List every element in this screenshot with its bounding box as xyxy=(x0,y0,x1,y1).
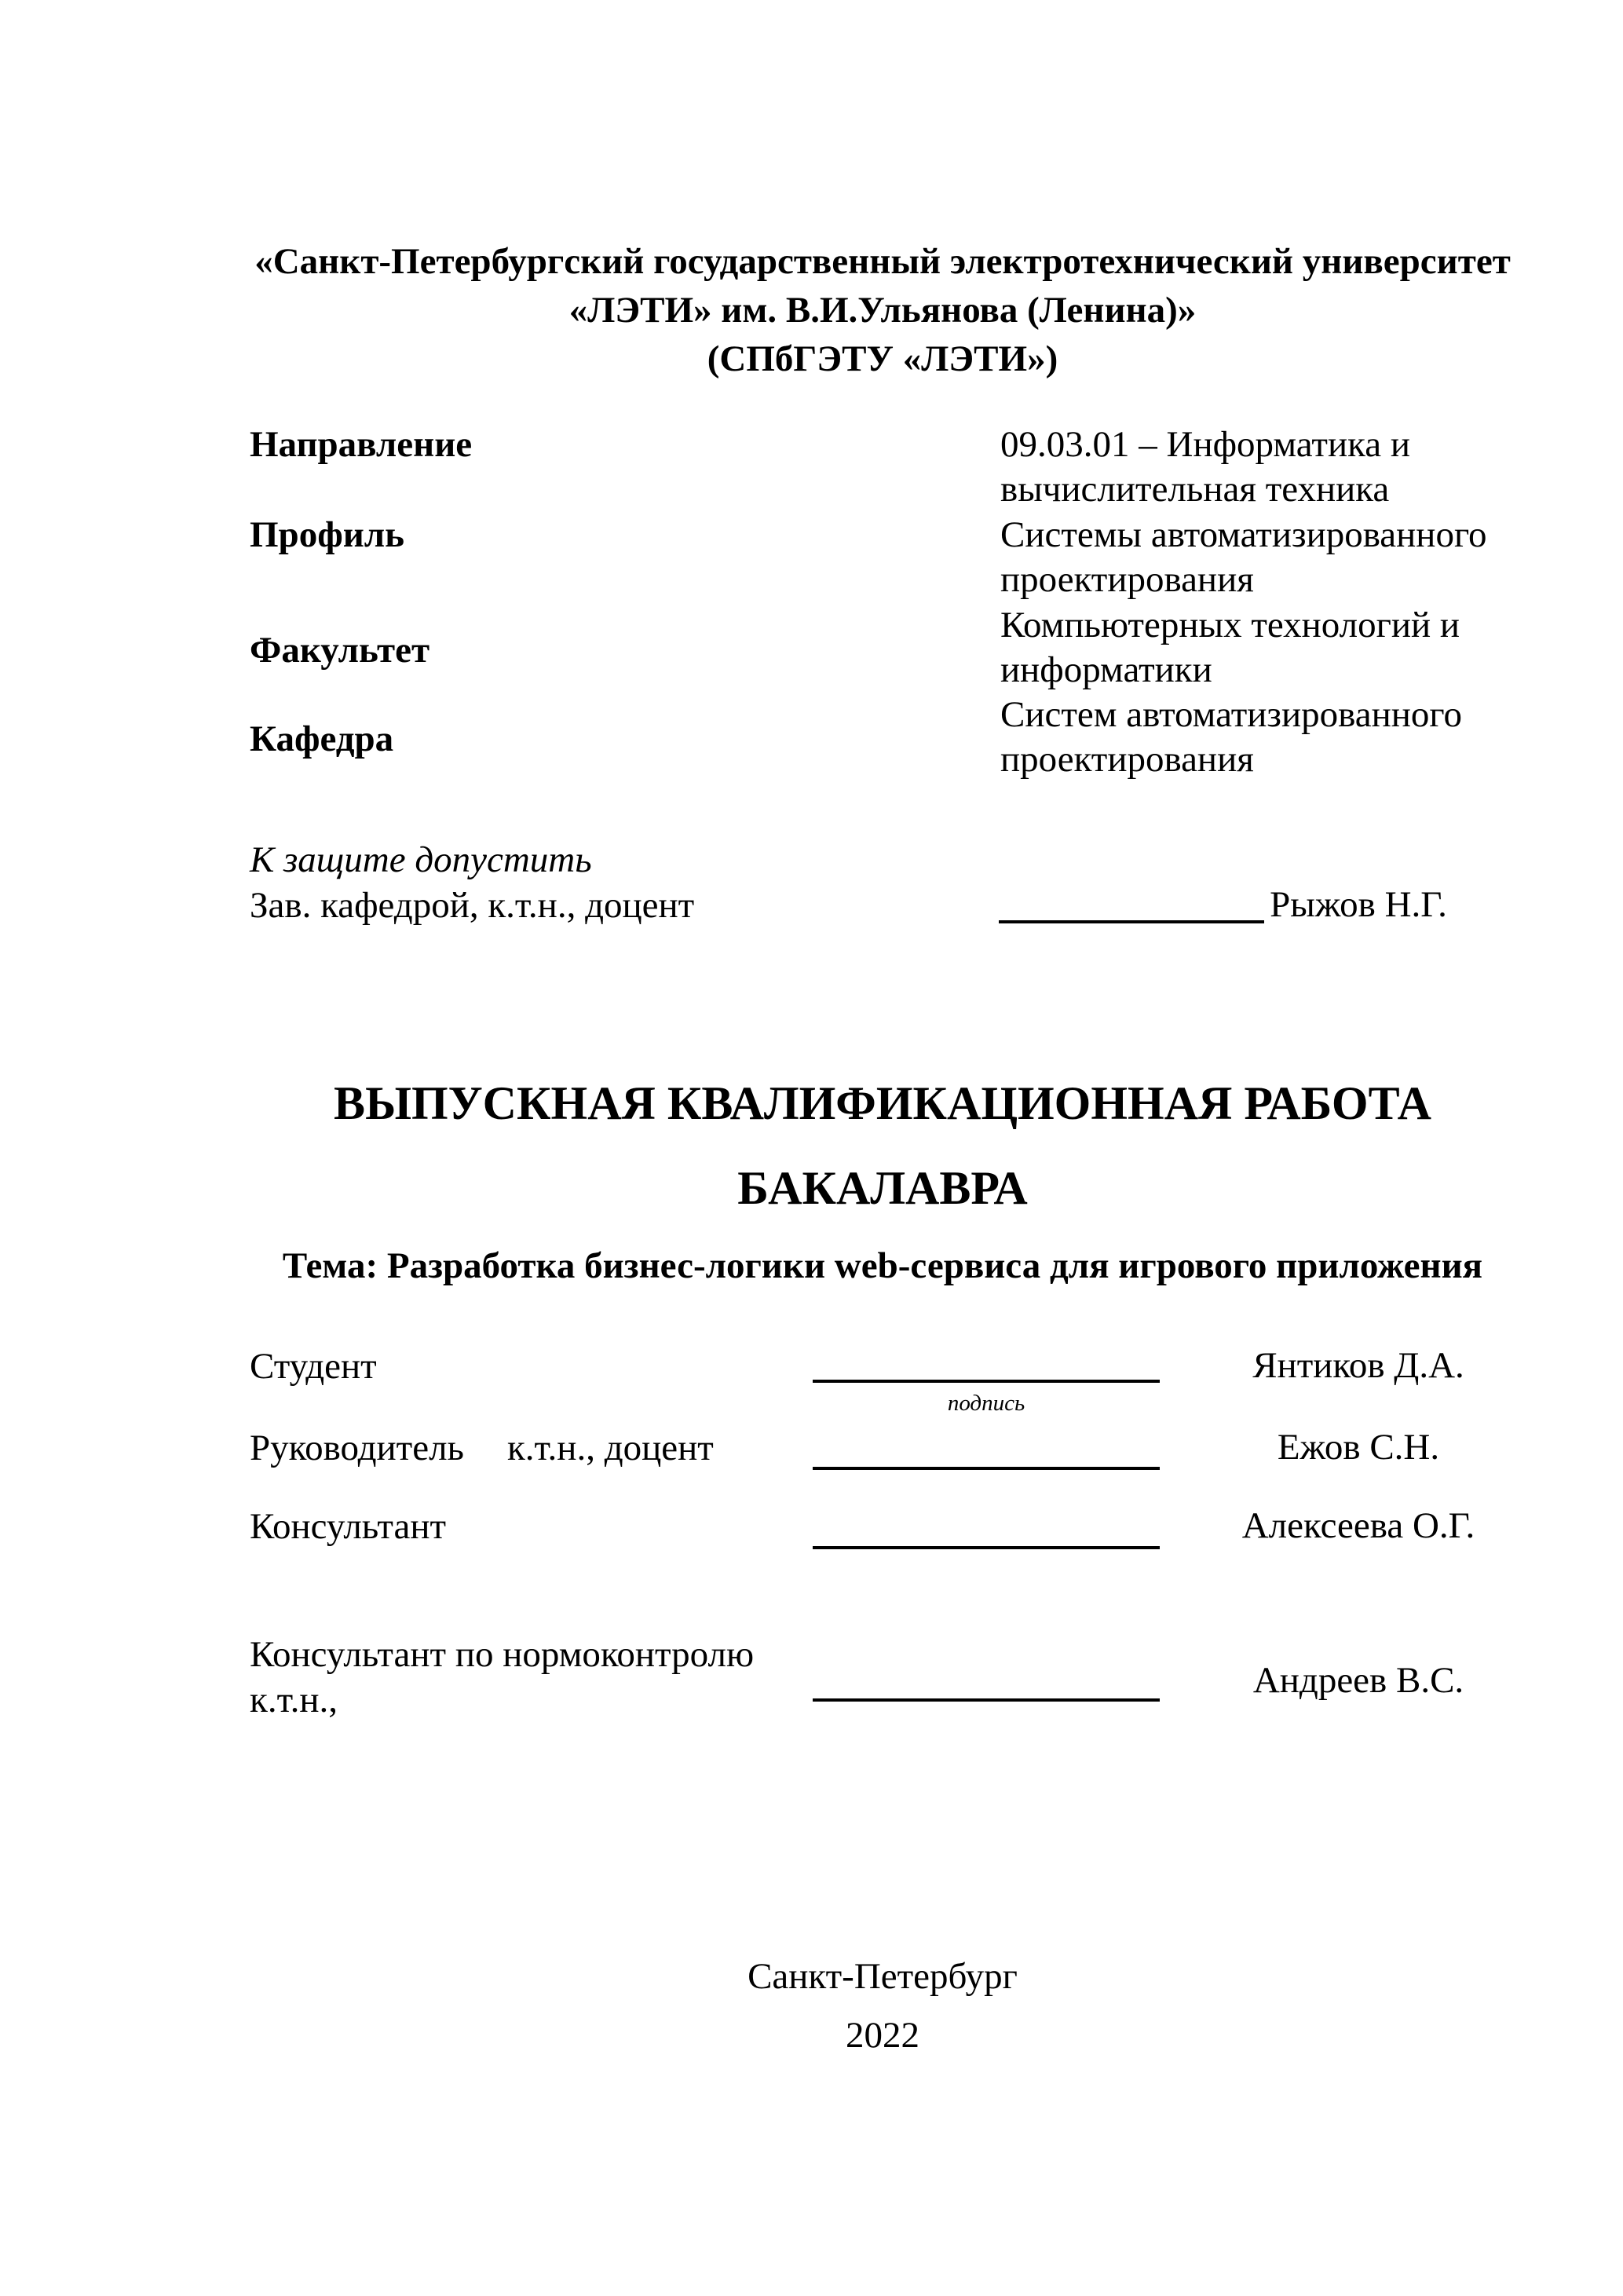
approval-head-title: Зав. кафедрой, к.т.н., доцент xyxy=(250,885,695,926)
work-theme: Тема: Разработка бизнес-логики web-сервиса для игрового приложения xyxy=(282,1245,1483,1286)
signature-role-supervisor xyxy=(250,1425,714,1471)
norm-consultant-degree: к.т.н., xyxy=(250,1680,338,1720)
field-value-direction: 09.03.01 – Информатика и вычислительная техника xyxy=(1000,424,1410,510)
university-name-line-1: «Санкт-Петербургский государственный электротехнический университет xyxy=(254,241,1511,282)
consultant-signature-line xyxy=(813,1546,1160,1549)
field-label-faculty: Факультет xyxy=(250,630,430,671)
supervisor-signature-line xyxy=(813,1467,1160,1470)
signature-role-norm-consultant: Консультант по нормоконтролю xyxy=(250,1634,755,1675)
approval-permit-text: К защите допустить xyxy=(250,839,592,880)
field-label-profile: Профиль xyxy=(250,514,405,555)
norm-consultant-name: Андреев В.С. xyxy=(1252,1660,1464,1701)
field-value-faculty: Компьютерных технологий и информатики xyxy=(1000,605,1460,690)
signature-role-consultant: Консультант xyxy=(250,1506,447,1547)
norm-consultant-signature-line xyxy=(813,1698,1160,1702)
field-value-profile: Системы автоматизированного проектирования xyxy=(1000,514,1487,600)
supervisor-degree: к.т.н., доцент xyxy=(506,1428,714,1468)
work-title-line-2: БАКАЛАВРА xyxy=(737,1162,1028,1214)
university-name-line-2: «ЛЭТИ» им. В.И.Ульянова (Ленина)» xyxy=(568,290,1197,331)
supervisor-name: Ежов С.Н. xyxy=(1277,1427,1440,1468)
footer-year: 2022 xyxy=(846,2015,919,2056)
signature-role-student: Студент xyxy=(250,1346,377,1387)
university-header xyxy=(250,237,1515,383)
student-signature-line xyxy=(813,1380,1160,1383)
consultant-name: Алексеева О.Г. xyxy=(1241,1505,1475,1546)
approval-head-name: Рыжов Н.Г. xyxy=(1270,884,1447,925)
supervisor-role-label: Руководитель xyxy=(250,1428,464,1468)
field-label-direction: Направление xyxy=(250,424,473,465)
university-abbreviation: (СПбГЭТУ «ЛЭТИ») xyxy=(707,338,1058,379)
student-name: Янтиков Д.А. xyxy=(1252,1345,1464,1386)
signature-caption: подпись xyxy=(947,1391,1025,1416)
field-label-department: Кафедра xyxy=(250,718,394,759)
footer-city: Санкт-Петербург xyxy=(748,1956,1018,1997)
work-title-line-1: ВЫПУСКНАЯ КВАЛИФИКАЦИОННАЯ РАБОТА xyxy=(334,1077,1431,1129)
field-value-department: Систем автоматизированного проектирования xyxy=(1000,694,1462,780)
